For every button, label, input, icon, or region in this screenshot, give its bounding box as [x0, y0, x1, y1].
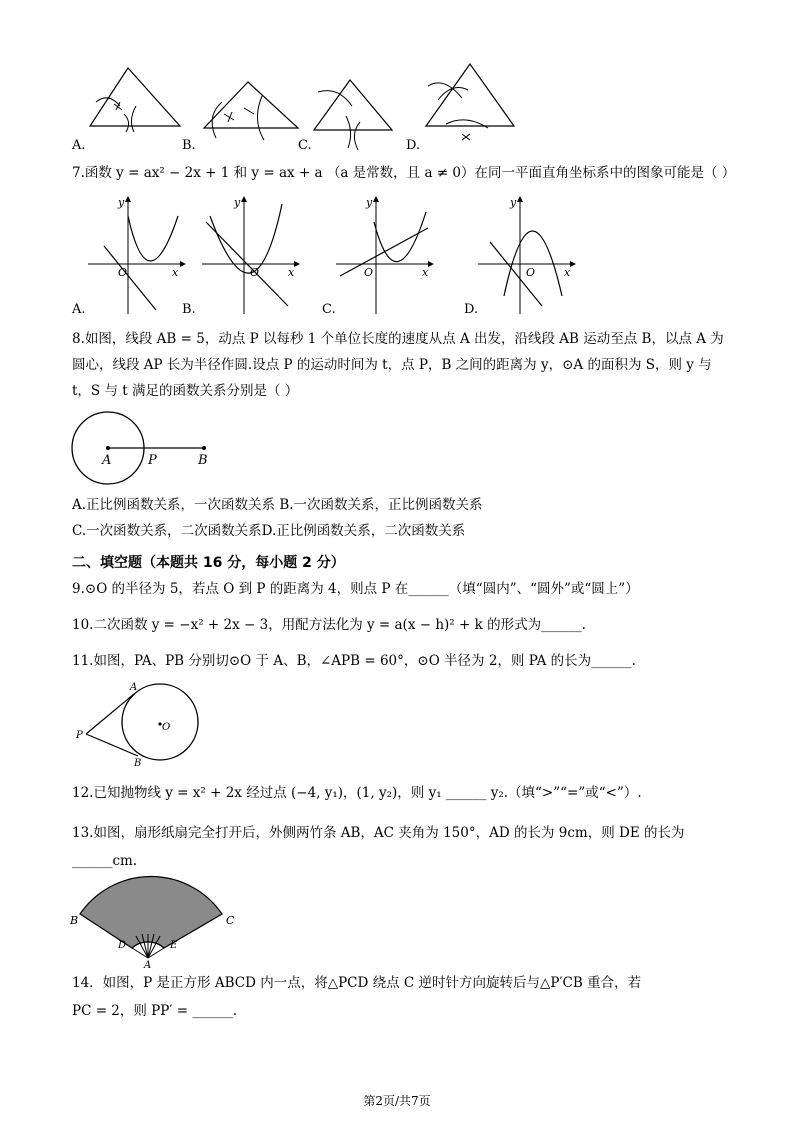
q11-label-a: A [130, 682, 138, 693]
q7-graph-a [86, 196, 196, 316]
q7-b-x-label: x [288, 266, 295, 279]
q14-stem-2: PC = 2，则 PP′ = ______. [72, 1003, 238, 1019]
q6-figure-c [312, 72, 402, 152]
q8-options-row-1: A.正比例函数关系，一次函数关系 B.一次函数关系，正比例函数关系 [72, 497, 483, 513]
q9-text: 9.⊙O 的半径为 5，若点 O 到 P 的距离为 4，则点 P 在______（填“圆内”、“圆外”或“圆上”） [72, 581, 639, 597]
q7-d-x-label: x [564, 266, 571, 279]
q13-label-b: B [70, 914, 79, 927]
q7-graph-c [334, 196, 444, 316]
q7-a-origin: O [118, 266, 128, 279]
q7-option-b: B. [182, 302, 196, 317]
q11-stem: 11.如图，PA、PB 分别切⊙O 于 A、B，∠APB = 60°，⊙O 半径为 2，则 PA 的长为______. [72, 653, 636, 669]
q8-stem-2: 圆心，线段 AP 长为半径作圆.设点 P 的运动时间为 t，点 P，B 之间的距离为 y，⊙A 的面积为 S，则 y 与 [72, 357, 712, 373]
q13-fan-figure [70, 872, 240, 971]
q6-option-d: D. [406, 138, 421, 153]
q7-c-y-label: y [366, 196, 373, 209]
page-footer: 第2页/共7页 [363, 1094, 431, 1108]
q6-option-b: B. [182, 138, 196, 153]
q6-figure-b [202, 76, 302, 146]
q8-options-row-2: C.一次函数关系，二次函数关系D.正比例函数关系，二次函数关系 [72, 523, 466, 539]
q7-d-origin: O [526, 266, 536, 279]
q11-label-p: P [76, 730, 83, 741]
q8-label-b: B [198, 453, 208, 468]
q7-c-origin: O [364, 266, 374, 279]
q6-figure-a [88, 62, 188, 132]
q7-b-y-label: y [234, 196, 241, 209]
q12-text: 12.已知抛物线 y = x² + 2x 经过点 (−4, y₁)，(1, y₂)，则 y₁ ______ y₂.（填“>”“=”或“<”）. [72, 785, 642, 801]
q13-label-d: D [118, 940, 127, 951]
q6-option-c: C. [298, 138, 312, 153]
q7-option-c: C. [322, 302, 336, 317]
q7-option-a: A. [72, 302, 86, 317]
q8-stem-3: t，S 与 t 满足的函数关系分别是（ ） [72, 383, 299, 399]
q8-figure [70, 410, 230, 486]
q6-option-a: A. [72, 138, 86, 153]
q14-stem-1: 14．如图，P 是正方形 ABCD 内一点，将△PCD 绕点 C 逆时针方向旋转后与△P′CB 重合，若 [72, 975, 642, 991]
q13-stem-1: 13.如图，扇形纸扇完全打开后，外侧两竹条 AB，AC 夹角为 150°，AD 的长为 9cm，则 DE 的长为 [72, 825, 685, 841]
section-2-heading: 二、填空题（本题共 16 分，每小题 2 分） [72, 555, 345, 571]
q6-figure-d [422, 62, 522, 142]
q7-graph-b [200, 196, 310, 316]
q13-label-e: E [170, 940, 178, 951]
q7-d-y-label: y [510, 196, 517, 209]
q7-b-origin: O [250, 266, 260, 279]
q8-label-a: A [102, 453, 112, 468]
q13-label-a: A [144, 960, 152, 971]
q7-a-x-label: x [172, 266, 179, 279]
q7-stem: 7.函数 y = ax² − 2x + 1 和 y = ax + a （a 是常数，且 a ≠ 0）在同一平面直角坐标系中的图象可能是（ ） [72, 165, 736, 181]
q7-a-y-label: y [118, 196, 125, 209]
q11-figure [72, 682, 232, 772]
q7-c-x-label: x [422, 266, 429, 279]
q10-text: 10.二次函数 y = −x² + 2x − 3，用配方法化为 y = a(x − h)² + k 的形式为______. [72, 617, 586, 633]
q11-label-o: O [162, 722, 171, 733]
q8-label-p: P [148, 453, 157, 468]
q8-stem-1: 8.如图，线段 AB = 5，动点 P 以每秒 1 个单位长度的速度从点 A 出发，沿线段 AB 运动至点 B，以点 A 为 [72, 331, 724, 347]
q7-option-d: D. [464, 302, 479, 317]
q13-stem-2: ______cm. [72, 853, 138, 869]
q13-label-c: C [226, 914, 235, 927]
q11-label-b: B [134, 758, 142, 769]
q7-graph-d [476, 196, 586, 316]
